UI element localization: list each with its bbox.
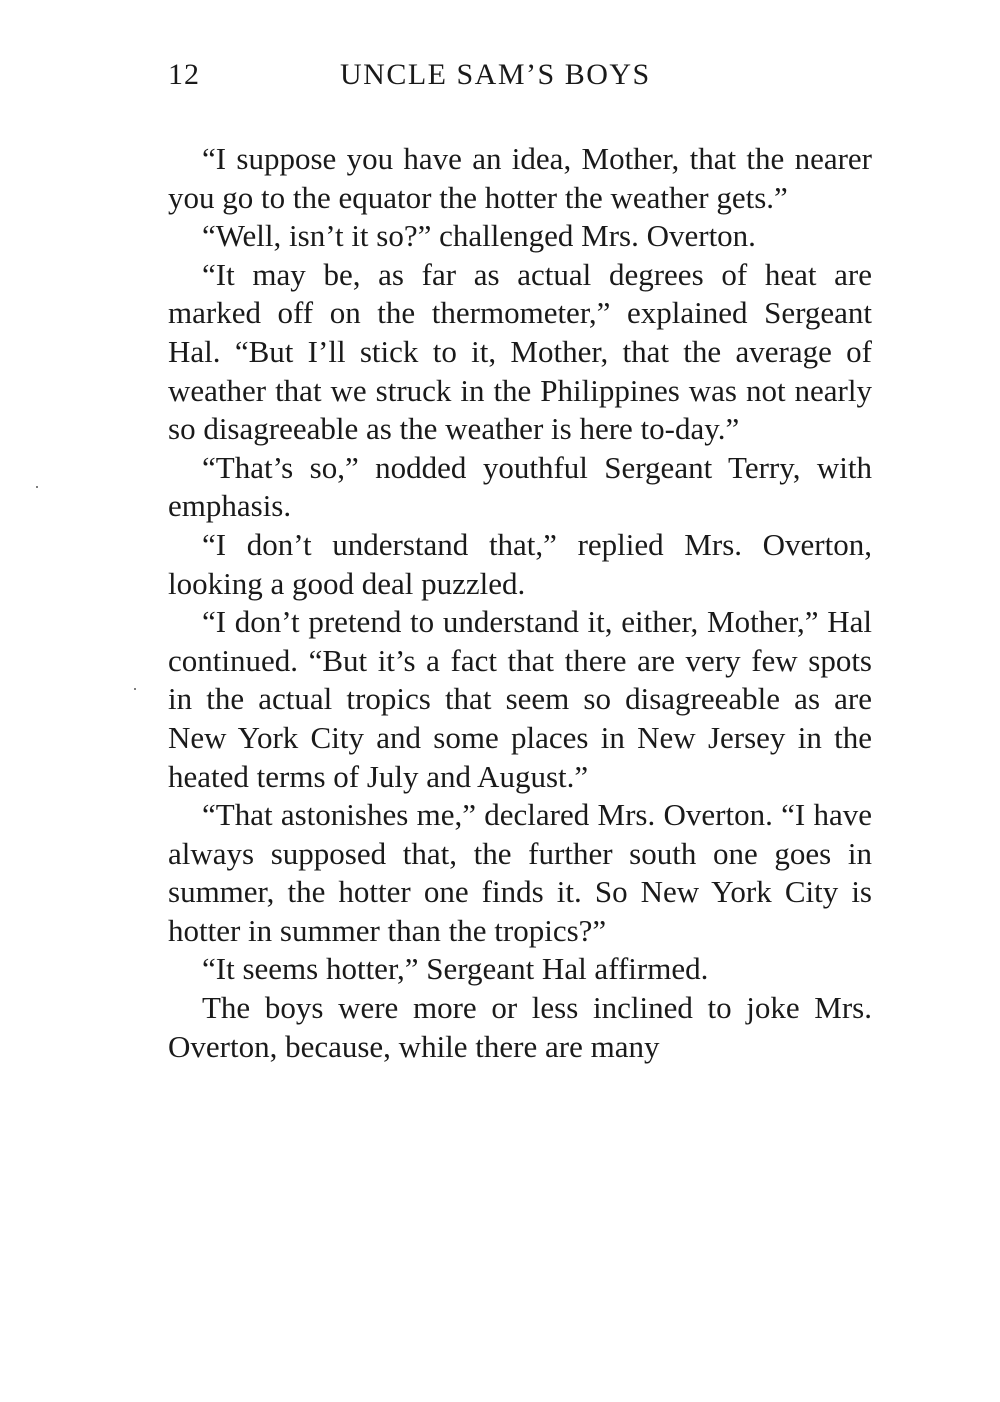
paragraph: “That astonishes me,” declared Mrs. Overton. “I have always supposed that, the further south one goes in summer, the hotter one finds it. So New York City is hotter in summer than the tropics?” <box>168 797 872 948</box>
paragraph: “It may be, as far as actual degrees of heat are marked off on the thermometer,” explained Sergeant Hal. “But I’ll stick to it, Mother, that the average of weather that we struck in the Philippines was not nearly so disagreeable as the weather is here to-day.” <box>168 256 872 447</box>
scan-speck <box>134 688 136 690</box>
paragraph: “It seems hotter,” Sergeant Hal affirmed. <box>202 951 709 987</box>
scan-speck <box>36 486 38 488</box>
running-head <box>168 58 878 98</box>
paragraph: “I don’t understand that,” replied Mrs. Overton, looking a good deal puzzled. <box>168 526 872 601</box>
book-title: UNCLE SAM’S BOYS <box>340 58 651 91</box>
scan-specks <box>30 480 150 720</box>
paragraph: “I suppose you have an idea, Mother, that the nearer you go to the equator the hotter the weather gets.” <box>168 141 872 215</box>
page-number: 12 <box>168 58 200 91</box>
paragraph: “Well, isn’t it so?” challenged Mrs. Overton. <box>202 218 756 254</box>
body-text <box>168 140 872 1066</box>
paragraph: “That’s so,” nodded youthful Sergeant Terry, with emphasis. <box>168 449 872 524</box>
paragraph-continued: The boys were more or less inclined to joke Mrs. Overton, because, while there are many <box>168 990 872 1064</box>
paragraph: “I don’t pretend to understand it, either, Mother,” Hal continued. “But it’s a fact that there are very few spots in the actual tropics that seem so disagreeable as are New York City and some places in New Jersey in the heated terms of July and August.” <box>168 604 872 794</box>
